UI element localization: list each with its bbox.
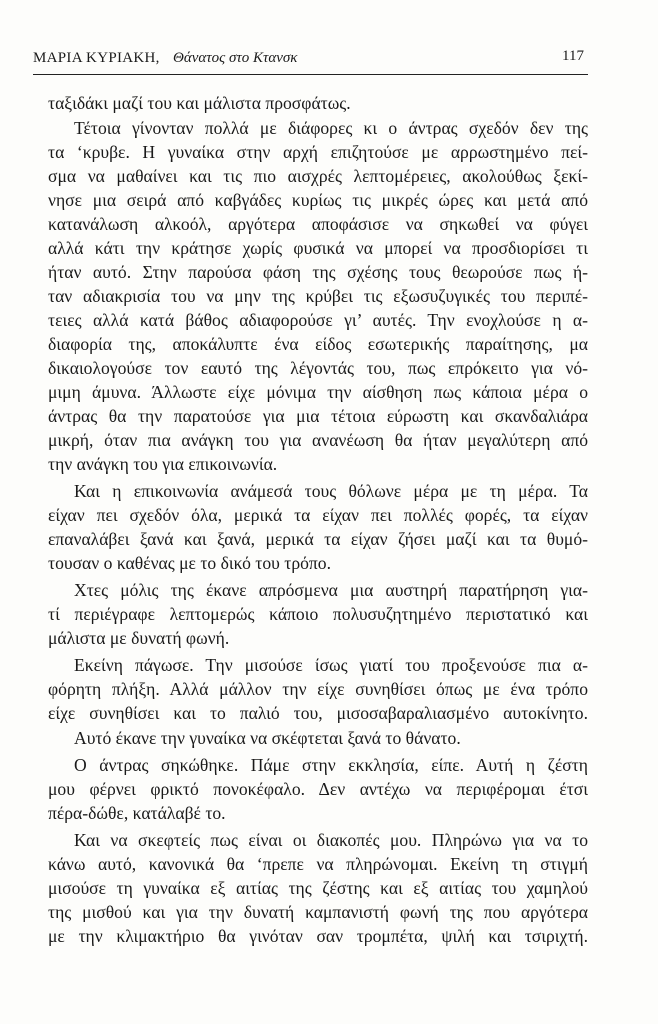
text-line: Χτες μόλις της έκανε απρόσμενα μια αυστηρή παρατήρηση για-	[74, 580, 588, 600]
text-line: ταξιδάκι μαζί του και μάλιστα προσφάτως.	[48, 93, 351, 113]
text-line: Και η επικοινωνία ανάμεσά τους θόλωνε μέρα με τη μέρα. Τα	[74, 481, 588, 501]
page-number: 117	[562, 48, 584, 64]
text-line: φόρητη πλήξη. Αλλά μάλλον την είχε συνηθίσει όπως με ένα τρόπο	[48, 679, 588, 699]
header-author: ΜΑΡΙΑ ΚΥΡΙΑΚΗ,	[33, 50, 160, 66]
text-line: είχαν πει σχεδόν όλα, μερικά τα είχαν πει πολλές φορές, τα είχαν	[48, 505, 588, 525]
text-line: ταν αδιακρισία του να μην της κρύβει τις εξωσυζυγικές του περιπέ-	[48, 286, 588, 306]
text-line: της μισθού και για την δυνατή καμπανιστή φωνή της που αργότερα	[48, 902, 588, 922]
text-line: κατανάλωση αλκοόλ, αργότερα αποφάσισε να σηκωθεί να φύγει	[48, 214, 588, 234]
text-line: νησε μια σειρά από καβγάδες κυρίως τις μικρές ώρες και μετά από	[48, 190, 588, 210]
text-line: τί περιέγραφε λεπτομερώς κάποιο πολυσυζητημένο περιστατικό και	[48, 604, 588, 624]
text-line: αλλά κάτι την κράτησε χωρίς φυσικά να μπορεί να προσδιορίσει τι	[48, 238, 588, 258]
text-line: ήταν αυτό. Στην παρούσα φάση της σχέσης τους θεωρούσε πως ή-	[48, 262, 588, 282]
text-line: Ο άντρας σηκώθηκε. Πάμε στην εκκλησία, είπε. Αυτή η ζέστη	[74, 755, 588, 775]
text-line: πέρα-δώθε, κατάλαβέ το.	[48, 803, 226, 823]
text-line: είχε συνηθίσει και το παλιό του, μισοσαβαραλιασμένο αυτοκίνητο.	[48, 703, 588, 723]
header-title: Θάνατος στο Κτανσκ	[173, 50, 298, 66]
text-line: την ανάγκη του για επικοινωνία.	[48, 454, 278, 474]
text-line: με την κλιμακτήριο θα γινόταν σαν τρομπέτα, ψιλή και τσιριχτή.	[48, 926, 588, 946]
text-line: μου φέρνει φρικτό πονοκέφαλο. Δεν αντέχω να περιφέρομαι έτσι	[48, 779, 588, 799]
text-line: τα ‘κρυβε. Η γυναίκα στην αρχή επιζητούσε με αρρωστημένο πεί-	[48, 142, 588, 162]
text-line: μιμη άμυνα. Άλλωστε είχε μόνιμα την αίσθηση πως κάποια μέρα ο	[48, 382, 588, 402]
text-line: Και να σκεφτείς πως είναι οι διακοπές μου. Πληρώνω για να το	[74, 830, 588, 850]
text-line: Εκείνη πάγωσε. Την μισούσε ίσως γιατί του προξενούσε πια α-	[74, 655, 588, 675]
text-line: τειες αλλά κατά βάθος αδιαφορούσε γι’ αυτές. Την ενοχλούσε η α-	[48, 310, 588, 330]
text-line: Αυτό έκανε την γυναίκα να σκέφτεται ξανά το θάνατο.	[74, 728, 461, 748]
text-line: μισούσε τη γυναίκα εξ αιτίας της ζέστης και εξ αιτίας του χαμηλού	[48, 878, 588, 898]
text-line: Τέτοια γίνονταν πολλά με διάφορες κι ο άντρας σχεδόν δεν της	[74, 118, 588, 138]
text-line: δικαιολογούσε τον εαυτό της λέγοντάς του, πως επρόκειτο για νό-	[48, 358, 588, 378]
text-line: κάνω αυτό, κανονικά θα ‘πρεπε να πληρώνομαι. Εκείνη τη στιγμή	[48, 854, 588, 874]
text-line: άντρας θα την παρατούσε για μια τέτοια εύρωστη και σκανδαλιάρα	[48, 406, 588, 426]
text-line: επαναλάβει ξανά και ξανά, μερικά τα είχαν ζήσει μαζί και τα θυμό-	[48, 529, 588, 549]
text-line: τουσαν ο καθένας με το δικό του τρόπο.	[48, 553, 331, 573]
text-line: διαφορία της, αποκάλυπτε ένα είδος εσωτερικής παραίτησης, μα	[48, 334, 588, 354]
text-line: μάλιστα με δυνατή φωνή.	[48, 628, 230, 648]
text-line: μικρή, όταν πια ανάγκη του για ανανέωση θα ήταν μεγαλύτερη από	[48, 430, 588, 450]
text-line: σμα να μαθαίνει και τις πιο αισχρές λεπτομέρειες, ακολούθως ξεκί-	[48, 166, 588, 186]
